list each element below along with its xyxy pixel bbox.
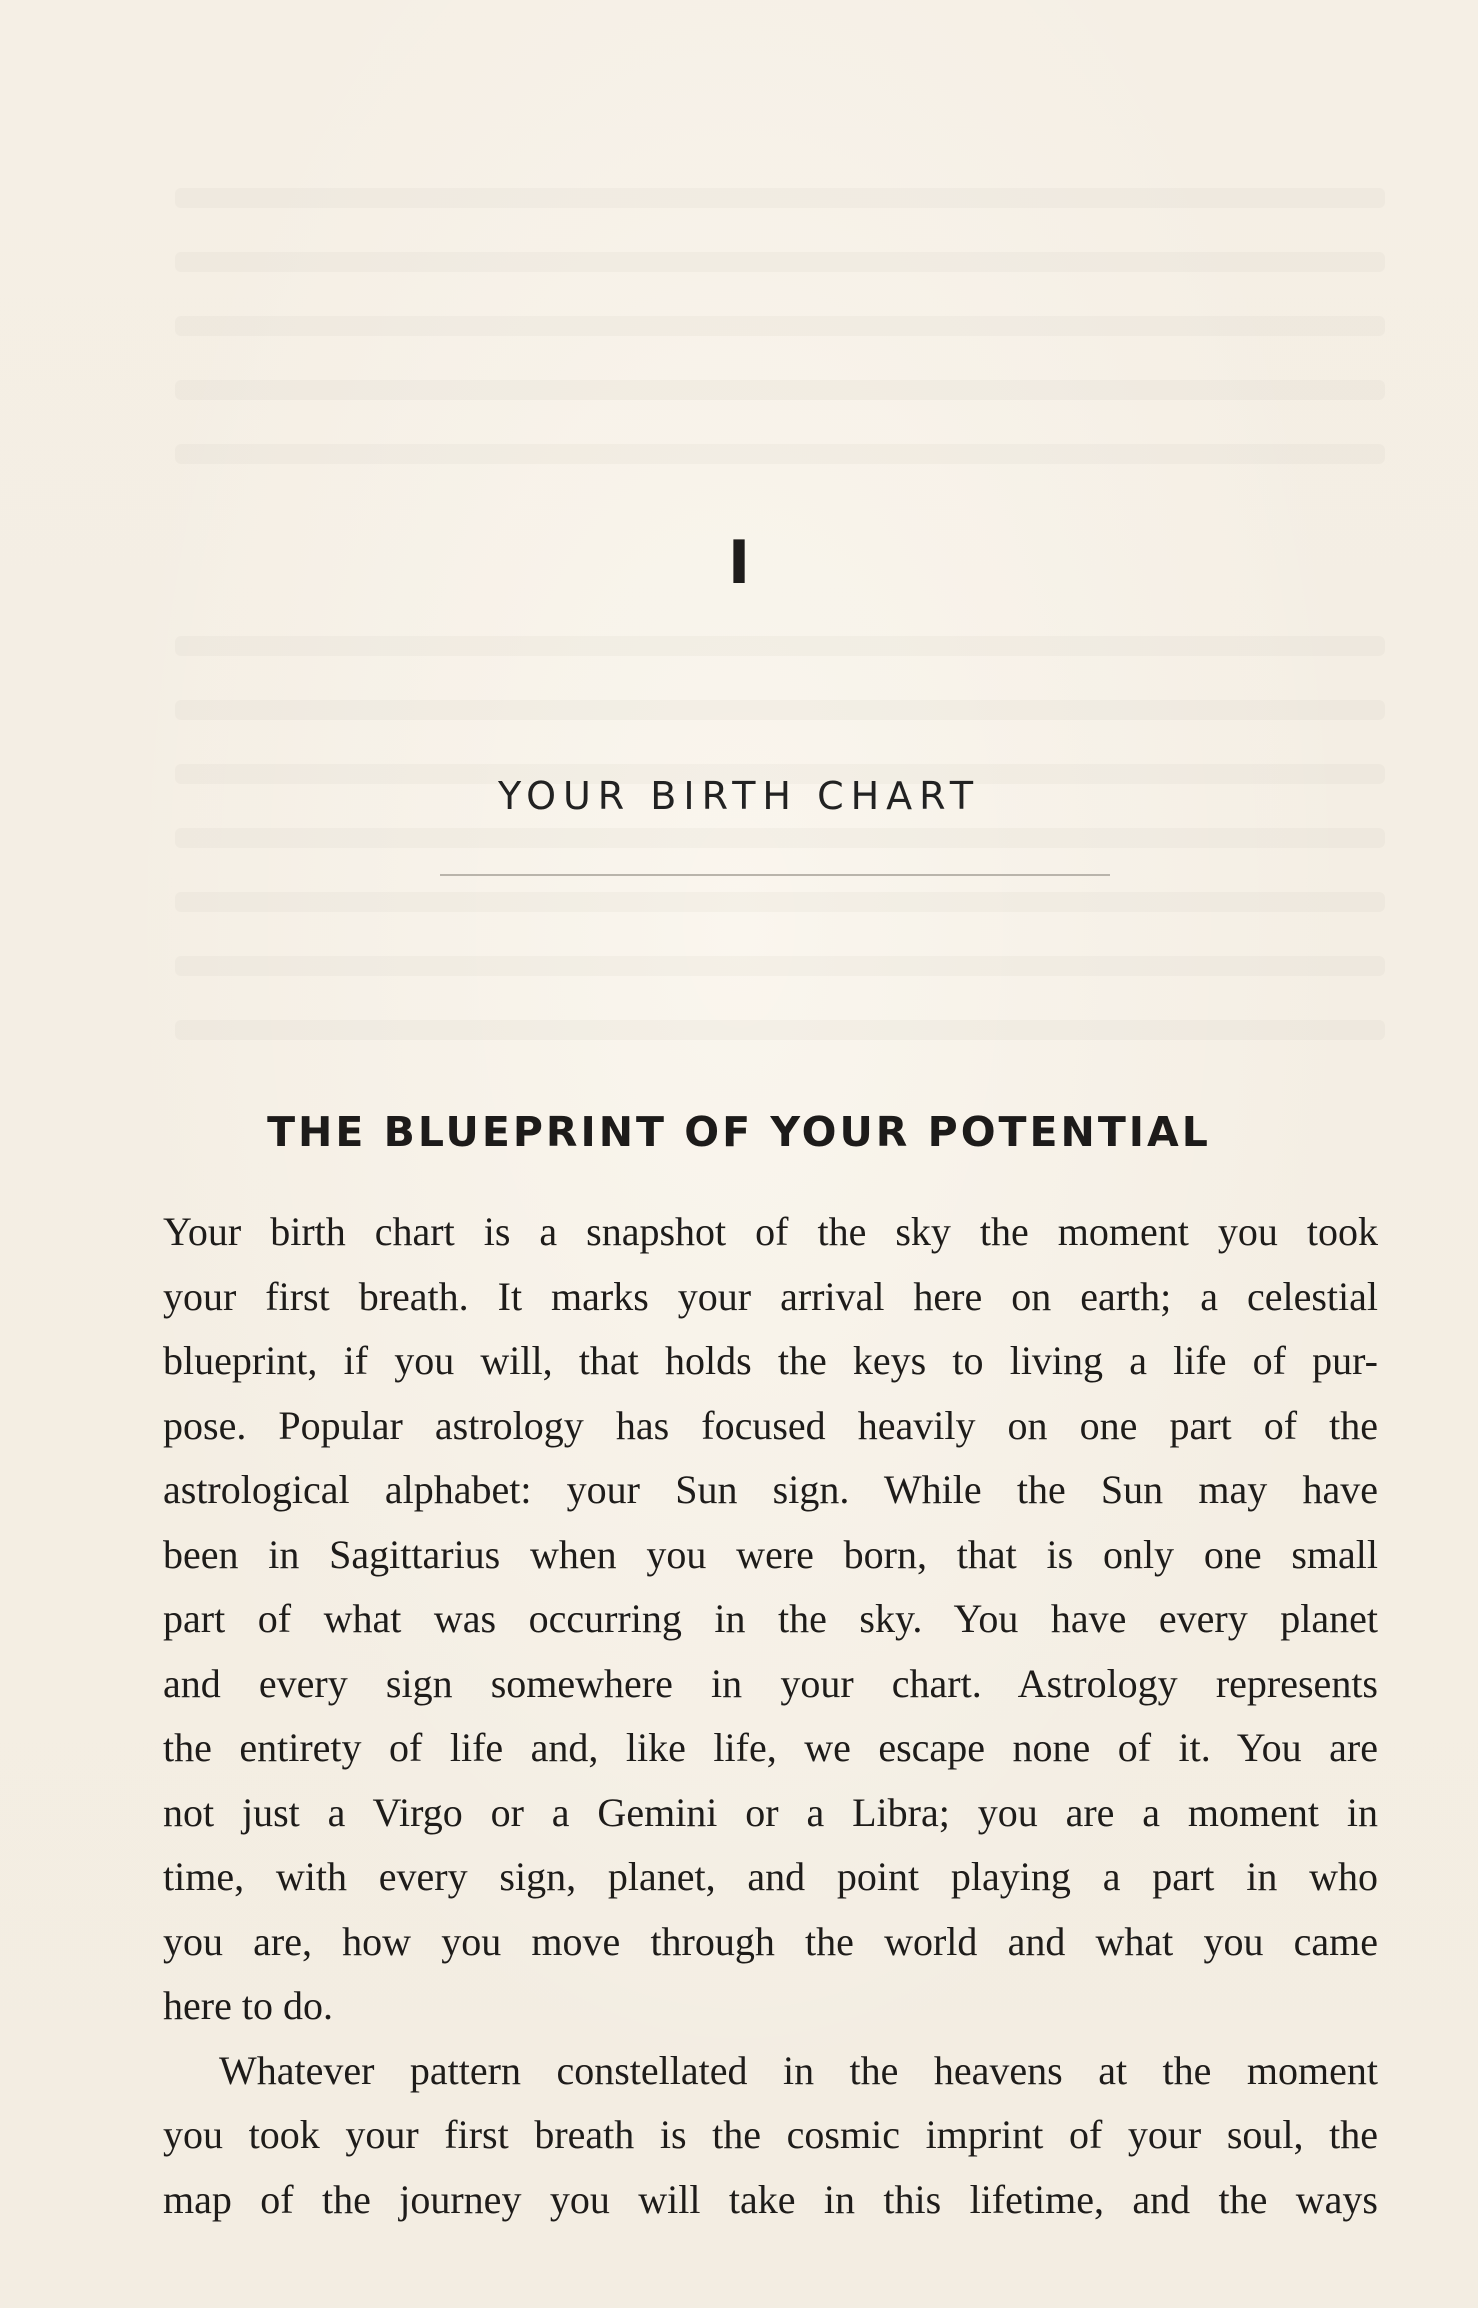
bleed-through-line xyxy=(175,1020,1385,1040)
text-line: and every sign somewhere in your chart. Astrology represents xyxy=(163,1660,1378,1706)
text-line: time, with every sign, planet, and point playing a part in who xyxy=(163,1854,1378,1899)
text-line: here to do. xyxy=(163,1983,333,2028)
paragraph-1 xyxy=(163,1200,1378,2039)
bleed-through-line xyxy=(175,892,1385,912)
text-line: not just a Virgo or a Gemini or a Libra; you are a moment in xyxy=(163,1789,1378,1835)
bleed-through-line xyxy=(175,316,1385,336)
bleed-through-line xyxy=(175,188,1385,208)
text-line: Whatever pattern constellated in the heavens at the moment xyxy=(219,2047,1378,2093)
chapter-number: I xyxy=(727,528,751,598)
paragraph-2 xyxy=(163,2039,1378,2233)
text-line: been in Sagittarius when you were born, that is only one small xyxy=(163,1531,1378,1577)
text-line: the entirety of life and, like life, we escape none of it. You are xyxy=(163,1725,1378,1770)
body-text xyxy=(163,1200,1378,2232)
bleed-through-line xyxy=(175,444,1385,464)
text-line: map of the journey you will take in this lifetime, and the ways xyxy=(163,2176,1378,2222)
bleed-through-line xyxy=(175,636,1385,656)
text-line: you took your first breath is the cosmic imprint of your soul, the xyxy=(163,2112,1378,2157)
bleed-through-line xyxy=(175,380,1385,400)
bleed-through-line xyxy=(175,252,1385,272)
text-line: pose. Popular astrology has focused heavily on one part of the xyxy=(163,1402,1378,1448)
text-line: you are, how you move through the world and what you came xyxy=(163,1918,1378,1964)
bleed-through-line xyxy=(175,828,1385,848)
text-line: blueprint, if you will, that holds the keys to living a life of pur- xyxy=(163,1338,1378,1383)
bleed-through-line xyxy=(175,956,1385,976)
section-heading: THE BLUEPRINT OF YOUR POTENTIAL xyxy=(267,1108,1211,1156)
text-line: part of what was occurring in the sky. You have every planet xyxy=(163,1596,1378,1641)
text-line: your first breath. It marks your arrival here on earth; a celestial xyxy=(163,1273,1378,1319)
text-line: astrological alphabet: your Sun sign. While the Sun may have xyxy=(163,1467,1378,1512)
text-line: Your birth chart is a snapshot of the sky the moment you took xyxy=(163,1209,1378,1254)
bleed-through-line xyxy=(175,700,1385,720)
title-divider xyxy=(440,874,1110,876)
chapter-title: YOUR BIRTH CHART xyxy=(497,774,981,818)
